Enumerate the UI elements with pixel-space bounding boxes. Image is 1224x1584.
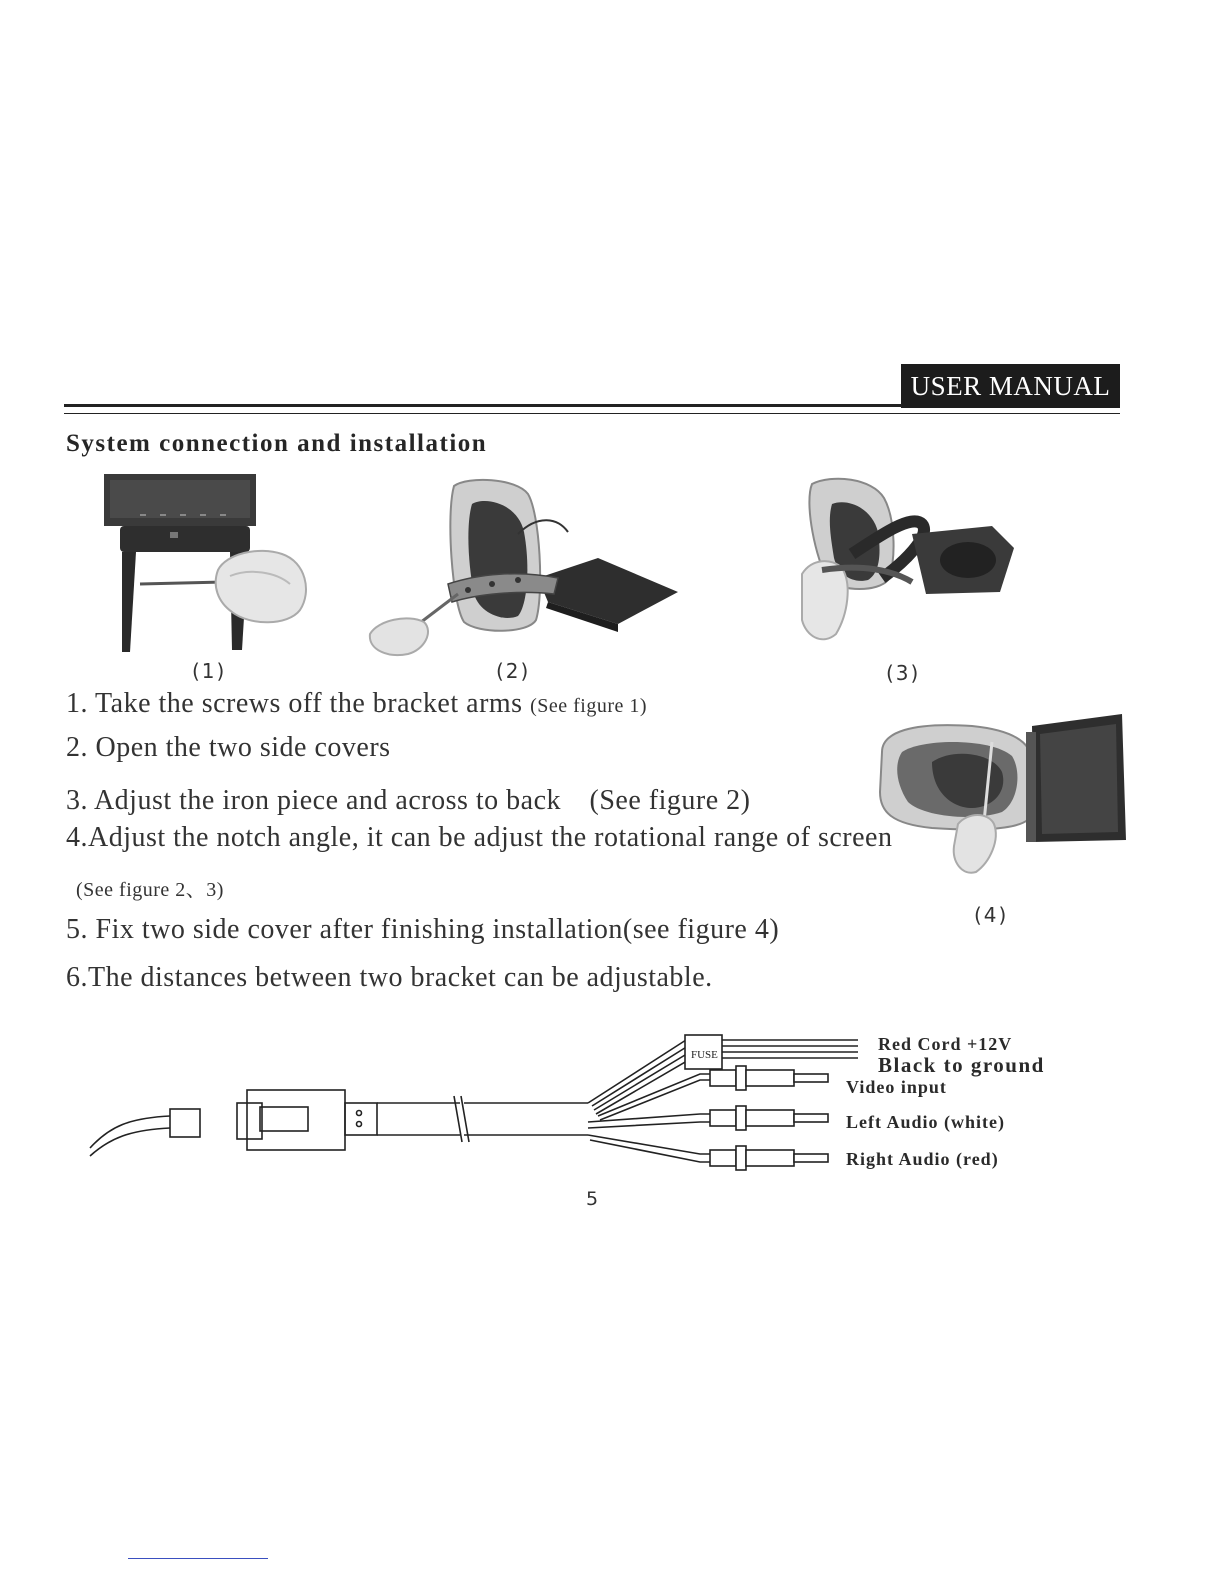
left-audio-label: Left Audio (white) [846, 1112, 1005, 1132]
figure-3-illustration [792, 474, 1022, 654]
footer-line [128, 1558, 268, 1559]
red-cord-label: Red Cord +12V [878, 1034, 1013, 1054]
figure-2-label: (2) [496, 659, 531, 683]
header-rule-thick [64, 404, 902, 407]
right-audio-label: Right Audio (red) [846, 1149, 999, 1169]
step-2: 2. Open the two side covers [66, 732, 391, 763]
figure-4-label: (4) [974, 903, 1009, 927]
header-rule-thin [64, 413, 1120, 414]
step-6: 6.The distances between two bracket can be adjustable. [66, 962, 713, 993]
step-5: 5. Fix two side cover after finishing installation(see figure 4) [66, 914, 780, 945]
cable-diagram [80, 1030, 880, 1180]
fuse-label: FUSE [691, 1049, 718, 1061]
figure-4-illustration [872, 712, 1132, 882]
figure-1-illustration [100, 472, 320, 657]
step-1 [66, 688, 647, 720]
section-title: System connection and installation [66, 430, 488, 457]
figure-3-label: (3) [886, 661, 921, 685]
step-3: 3. Adjust the iron piece and across to back (See figure 2) [66, 785, 751, 816]
page-number: 5 [586, 1188, 599, 1210]
figure-1-label: (1) [192, 659, 227, 683]
step-4-ref: (See figure 2、3) [76, 879, 224, 901]
step-1-ref: (See figure 1) [530, 695, 648, 717]
user-manual-badge: USER MANUAL [901, 364, 1120, 408]
step-4: 4.Adjust the notch angle, it can be adjust the rotational range of screen [66, 822, 893, 853]
step-1-text: 1. Take the screws off the bracket arms [66, 688, 523, 719]
video-input-label: Video input [846, 1077, 947, 1097]
figure-2-illustration [368, 474, 688, 664]
black-ground-label: Black to ground [878, 1053, 1045, 1077]
